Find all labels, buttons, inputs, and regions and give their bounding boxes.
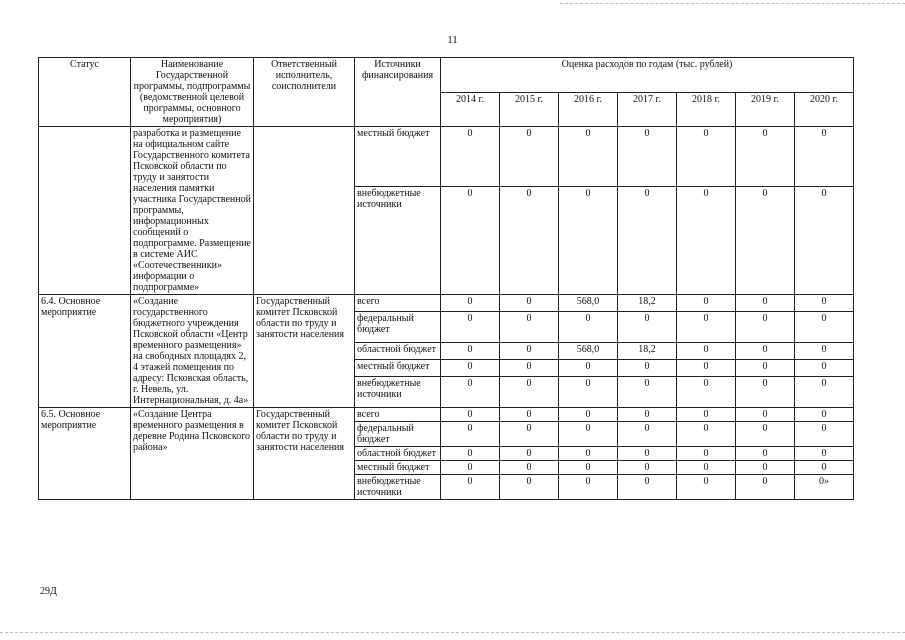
value-cell: 0	[677, 295, 736, 312]
value-cell: 0	[441, 408, 500, 422]
value-cell: 0	[441, 447, 500, 461]
value-cell: 0	[500, 408, 559, 422]
name-cell: разработка и размещение на официальном сайте Государственного комитета Псковской области по труду и занятости населения памятки участника Государственной программы, информационных сообщений о подпрограмме. Размещение в системе АИС «Соотечественники» информации о подпрограмме»	[131, 127, 254, 295]
source-cell: местный бюджет	[355, 461, 441, 475]
table-body	[39, 127, 854, 500]
responsible-cell: Государственный комитет Псковской области по труду и занятости населения	[254, 295, 355, 408]
value-cell: 0	[618, 447, 677, 461]
value-cell: 0	[677, 447, 736, 461]
name-cell: «Создание Центра временного размещения в деревне Родина Псковского района»	[131, 408, 254, 500]
value-cell: 0	[677, 127, 736, 187]
value-cell: 0	[795, 377, 854, 408]
value-cell: 0	[500, 461, 559, 475]
responsible-cell	[254, 127, 355, 295]
value-cell: 0	[736, 475, 795, 500]
value-cell: 0	[736, 447, 795, 461]
value-cell: 0	[618, 461, 677, 475]
value-cell: 568,0	[559, 295, 618, 312]
source-cell: внебюджетные источники	[355, 377, 441, 408]
header-sources: Источники финансирования	[355, 58, 441, 127]
source-cell: местный бюджет	[355, 360, 441, 377]
value-cell: 18,2	[618, 295, 677, 312]
header-year: 2014 г.	[441, 92, 500, 127]
source-cell: внебюджетные источники	[355, 187, 441, 295]
value-cell: 0	[618, 360, 677, 377]
value-cell: 0	[500, 187, 559, 295]
value-cell: 0	[736, 312, 795, 343]
value-cell: 0	[736, 360, 795, 377]
value-cell: 0	[618, 377, 677, 408]
value-cell: 0	[441, 127, 500, 187]
value-cell: 0	[559, 461, 618, 475]
table-row	[39, 408, 854, 422]
value-cell: 0	[736, 461, 795, 475]
value-cell: 0»	[795, 475, 854, 500]
page-number: 11	[447, 34, 458, 46]
value-cell: 0	[559, 127, 618, 187]
value-cell: 568,0	[559, 342, 618, 359]
header-year: 2015 г.	[500, 92, 559, 127]
source-cell: внебюджетные источники	[355, 475, 441, 500]
value-cell: 0	[736, 187, 795, 295]
source-cell: федеральный бюджет	[355, 312, 441, 343]
value-cell: 0	[795, 447, 854, 461]
header-responsible: Ответственный исполнитель, соисполнители	[254, 58, 355, 127]
value-cell: 0	[618, 127, 677, 187]
table-row	[39, 295, 854, 312]
value-cell: 0	[441, 377, 500, 408]
responsible-cell: Государственный комитет Псковской области по труду и занятости населения	[254, 408, 355, 500]
source-cell: всего	[355, 408, 441, 422]
value-cell: 0	[559, 360, 618, 377]
value-cell: 0	[795, 408, 854, 422]
value-cell: 0	[677, 360, 736, 377]
value-cell: 0	[736, 377, 795, 408]
value-cell: 0	[441, 312, 500, 343]
header-year: 2017 г.	[618, 92, 677, 127]
scan-edge-bottom	[0, 632, 905, 633]
value-cell: 0	[677, 377, 736, 408]
value-cell: 0	[795, 360, 854, 377]
value-cell: 0	[500, 377, 559, 408]
table-row	[39, 127, 854, 187]
value-cell: 0	[795, 295, 854, 312]
footer-code: 29Д	[40, 586, 57, 597]
header-year: 2020 г.	[795, 92, 854, 127]
value-cell: 0	[441, 187, 500, 295]
value-cell: 0	[795, 422, 854, 447]
source-cell: федеральный бюджет	[355, 422, 441, 447]
value-cell: 0	[441, 475, 500, 500]
value-cell: 0	[677, 461, 736, 475]
scan-edge-top	[560, 3, 905, 4]
value-cell: 0	[677, 342, 736, 359]
value-cell: 0	[500, 422, 559, 447]
value-cell: 0	[618, 187, 677, 295]
status-cell: 6.5. Основное мероприятие	[39, 408, 131, 500]
source-cell: областной бюджет	[355, 447, 441, 461]
value-cell: 18,2	[618, 342, 677, 359]
value-cell: 0	[618, 422, 677, 447]
value-cell: 0	[795, 187, 854, 295]
value-cell: 0	[559, 187, 618, 295]
source-cell: областной бюджет	[355, 342, 441, 359]
value-cell: 0	[500, 295, 559, 312]
value-cell: 0	[559, 312, 618, 343]
value-cell: 0	[559, 408, 618, 422]
value-cell: 0	[736, 422, 795, 447]
value-cell: 0	[500, 360, 559, 377]
value-cell: 0	[500, 475, 559, 500]
value-cell: 0	[441, 295, 500, 312]
value-cell: 0	[500, 447, 559, 461]
value-cell: 0	[559, 475, 618, 500]
value-cell: 0	[736, 408, 795, 422]
value-cell: 0	[559, 377, 618, 408]
name-cell: «Создание государственного бюджетного учреждения Псковской области «Центр временного размещения» на свободных площадях 2, 4 этажей помещения по адресу: Псковская область, г. Невель, ул. Интернациональная, д. 4а»	[131, 295, 254, 408]
value-cell: 0	[500, 342, 559, 359]
header-status: Статус	[39, 58, 131, 127]
value-cell: 0	[441, 422, 500, 447]
value-cell: 0	[559, 447, 618, 461]
value-cell: 0	[736, 127, 795, 187]
status-cell: 6.4. Основное мероприятие	[39, 295, 131, 408]
value-cell: 0	[736, 342, 795, 359]
header-year: 2018 г.	[677, 92, 736, 127]
header-year: 2016 г.	[559, 92, 618, 127]
value-cell: 0	[677, 312, 736, 343]
source-cell: всего	[355, 295, 441, 312]
status-cell	[39, 127, 131, 295]
value-cell: 0	[795, 461, 854, 475]
value-cell: 0	[677, 475, 736, 500]
value-cell: 0	[677, 408, 736, 422]
header-row-1	[39, 58, 854, 93]
value-cell: 0	[441, 342, 500, 359]
source-cell: местный бюджет	[355, 127, 441, 187]
value-cell: 0	[618, 408, 677, 422]
value-cell: 0	[500, 312, 559, 343]
value-cell: 0	[618, 312, 677, 343]
value-cell: 0	[677, 187, 736, 295]
value-cell: 0	[795, 342, 854, 359]
value-cell: 0	[441, 461, 500, 475]
value-cell: 0	[736, 295, 795, 312]
value-cell: 0	[677, 422, 736, 447]
header-costs: Оценка расходов по годам (тыс. рублей)	[441, 58, 854, 93]
budget-table	[38, 57, 854, 500]
value-cell: 0	[618, 475, 677, 500]
value-cell: 0	[559, 422, 618, 447]
value-cell: 0	[441, 360, 500, 377]
header-name: Наименование Государственной программы, подпрограммы (ведомственной целевой программы, основного мероприятия)	[131, 58, 254, 127]
value-cell: 0	[795, 127, 854, 187]
value-cell: 0	[500, 127, 559, 187]
header-year: 2019 г.	[736, 92, 795, 127]
value-cell: 0	[795, 312, 854, 343]
